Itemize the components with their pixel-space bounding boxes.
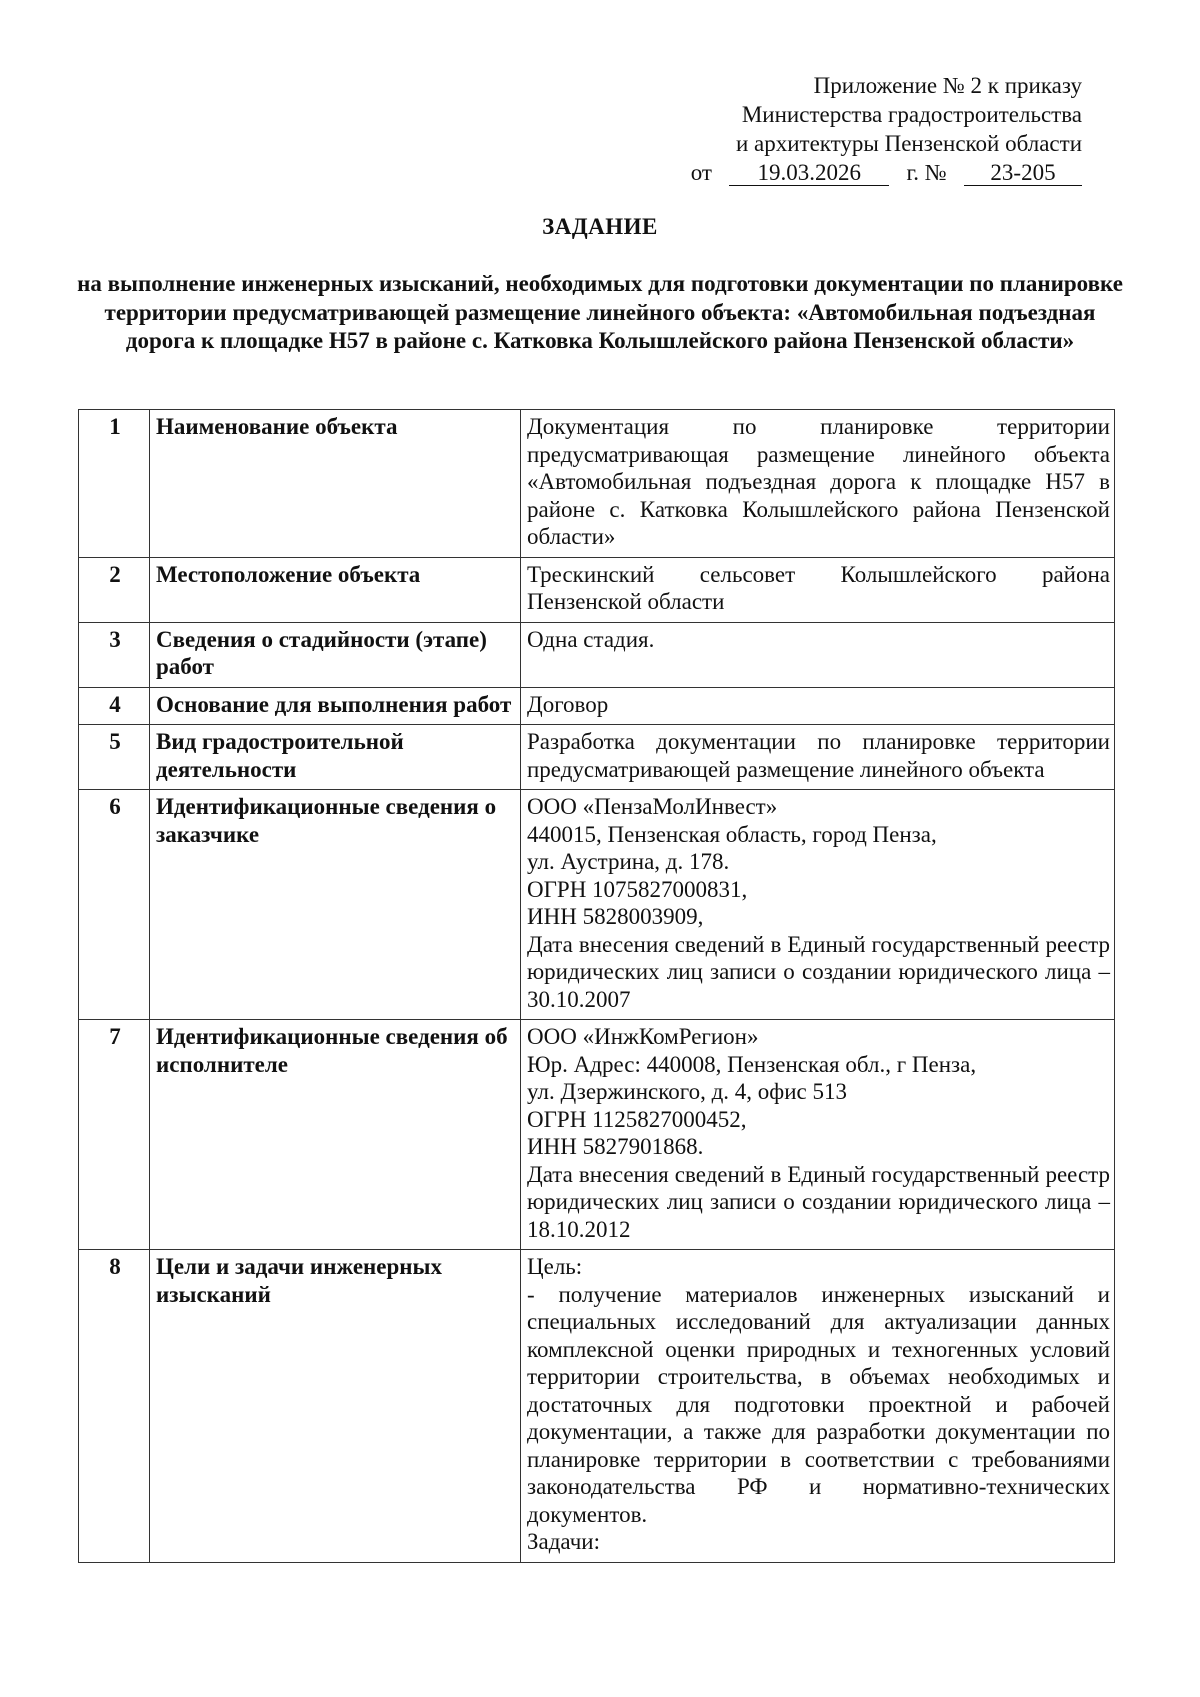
row-number: 6 (79, 790, 150, 1020)
contractor-line: ОГРН 1125827000452, (527, 1106, 747, 1132)
order-number: 23-205 (964, 161, 1082, 186)
contractor-line: Юр. Адрес: 440008, Пензенская обл., г Пенза, (527, 1051, 977, 1077)
row-name: Местоположение объекта (150, 557, 521, 622)
contractor-line: ООО «ИнжКомРегион» (527, 1024, 759, 1049)
customer-line: ОГРН 1075827000831, (527, 876, 748, 902)
row-number: 8 (79, 1250, 150, 1563)
row-number: 1 (79, 410, 150, 558)
order-date: 19.03.2026 (729, 161, 889, 186)
row-number: 3 (79, 622, 150, 687)
table-row (79, 790, 1115, 1020)
table-row (79, 687, 1115, 725)
document-title: ЗАДАНИЕ (542, 214, 658, 239)
number-label: г. № (906, 160, 947, 185)
contractor-line: ИНН 5827901868. (527, 1134, 704, 1159)
row-name: Идентификационные сведения об исполнителе (150, 1020, 521, 1250)
row-name: Основание для выполнения работ (150, 687, 521, 725)
contractor-registration: Дата внесения сведений в Единый государственный реестр юридических лиц записи о создании юридического лица – 18.10.2012 (527, 1161, 1110, 1242)
appendix-line-1: Приложение № 2 к приказу (813, 73, 1082, 98)
row-number: 7 (79, 1020, 150, 1250)
row-name: Наименование объекта (150, 410, 521, 558)
customer-registration: Дата внесения сведений в Единый государственный реестр юридических лиц записи о создании юридического лица – 30.10.2007 (527, 931, 1110, 1012)
document-subtitle: на выполнение инженерных изысканий, необходимых для подготовки документации по планировке территории предусматривающей размещение линейного объекта: «Автомобильная подъездная дорога к площадке Н57 в районе с. Катковка Колышлейского района Пензенской области» (77, 271, 1123, 353)
row-value: Разработка документации по планировке территории предусматривающей размещение линейного объекта (521, 725, 1115, 790)
goal-label: Цель: (527, 1254, 583, 1279)
appendix-line-3: и архитектуры Пензенской области (735, 131, 1082, 156)
appendix-header (691, 71, 1082, 187)
row-name: Цели и задачи инженерных изысканий (150, 1250, 521, 1563)
row-number: 2 (79, 557, 150, 622)
task-table (78, 409, 1115, 1563)
row-number: 4 (79, 687, 150, 725)
customer-line: ул. Аустрина, д. 178. (527, 849, 730, 874)
customer-line: ИНН 5828003909, (527, 904, 704, 929)
customer-line: ООО «ПензаМолИнвест» (527, 794, 778, 819)
row-value (521, 1250, 1115, 1563)
date-prefix: от (690, 160, 712, 185)
table-row (79, 622, 1115, 687)
table-row (79, 725, 1115, 790)
row-name: Вид градостроительной деятельности (150, 725, 521, 790)
table-row (79, 1020, 1115, 1250)
row-name: Сведения о стадийности (этапе) работ (150, 622, 521, 687)
row-value: Договор (521, 687, 1115, 725)
table-row (79, 557, 1115, 622)
table-row (79, 1250, 1115, 1563)
contractor-line: ул. Дзержинского, д. 4, офис 513 (527, 1079, 847, 1104)
row-name: Идентификационные сведения о заказчике (150, 790, 521, 1020)
row-value: Трескинский сельсовет Колышлейского района Пензенской области (521, 557, 1115, 622)
row-number: 5 (79, 725, 150, 790)
row-value: Одна стадия. (521, 622, 1115, 687)
order-date-line (691, 158, 1082, 187)
appendix-line-2: Министерства градостроительства (741, 102, 1082, 127)
row-value (521, 1020, 1115, 1250)
row-value: Документация по планировке территории предусматривающая размещение линейного объекта «Автомобильная подъездная дорога к площадке Н57 в районе с. Катковка Колышлейского района Пензенской области» (521, 410, 1115, 558)
customer-line: 440015, Пензенская область, город Пенза, (527, 821, 937, 847)
row-value (521, 790, 1115, 1020)
tasks-label: Задачи: (527, 1529, 600, 1554)
goal-text: - получение материалов инженерных изысканий и специальных исследований для актуализации данных комплексной оценки природных и техногенных условий территории строительства, в объемах необходимых и достаточных для подготовки проектной и рабочей документации, а также для разработки документации по планировке территории в соответствии с требованиями законодательства РФ и нормативно-технических документов. (527, 1281, 1110, 1527)
table-row (79, 410, 1115, 558)
